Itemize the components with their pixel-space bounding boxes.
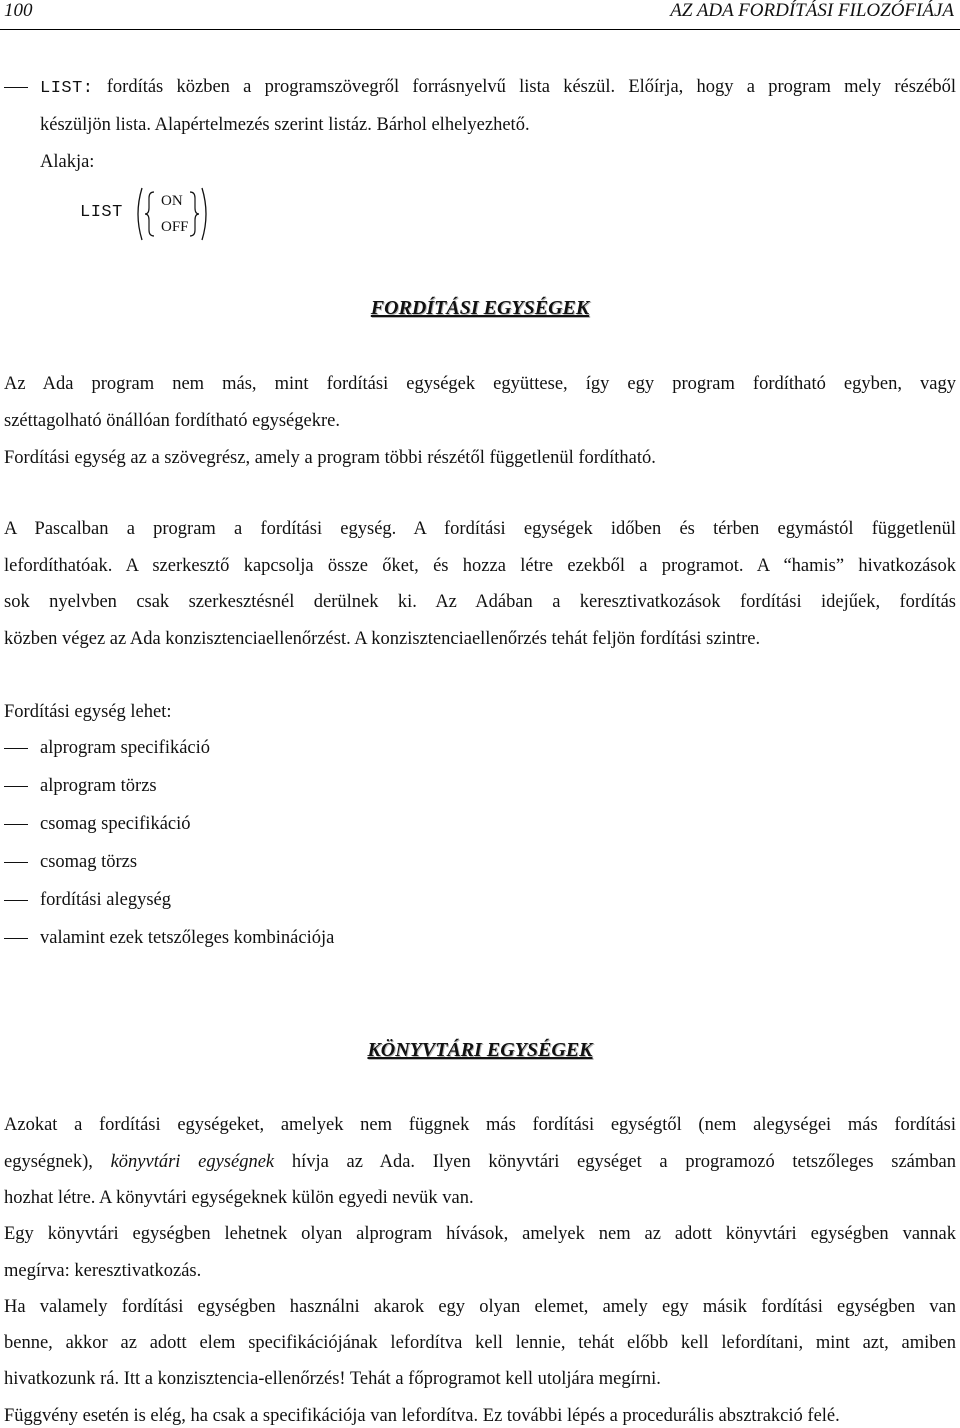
list-item-line1 xyxy=(40,76,956,100)
paragraph-line: Azokat a fordítási egységeket, amelyek nem függnek más fordítási egységtől (nem alegységei más fordítási xyxy=(4,1115,956,1135)
syntax-keyword: LIST xyxy=(80,203,123,222)
list-item: valamint ezek tetszőleges kombinációja xyxy=(40,928,335,948)
running-title: AZ ADA FORDÍTÁSI FILOZÓFIÁJA xyxy=(670,0,954,21)
section-heading-compilation-units: FORDÍTÁSI EGYSÉGEK xyxy=(370,297,590,319)
paragraph-line: lefordíthatóak. A szerkesztő kapcsolja össze őket, és hozza létre ezekből a programot. A “hamis” hivatkozások xyxy=(4,556,956,576)
option-off: OFF xyxy=(161,219,189,235)
paragraph-line: A Pascalban a program a fordítási egység. A fordítási egységek időben és térben egymástól függetlenül xyxy=(4,519,956,539)
page-number: 100 xyxy=(4,0,33,21)
paragraph-line: sok nyelvben csak szerkesztésnél derülnek ki. Az Adában a keresztivatkozások fordítási idejűek, fordítás xyxy=(4,592,956,612)
list-dash xyxy=(4,786,28,787)
list-dash xyxy=(4,748,28,749)
emphasized-term: könyvtári egységnek xyxy=(110,1152,275,1172)
paragraph-line: Ha valamely fordítási egységben használni akarok egy olyan elemet, amely egy másik fordítási egységben van xyxy=(4,1297,956,1317)
option-on: ON xyxy=(161,193,183,209)
paragraph-line: hivatkozunk rá. Itt a konzisztencia-ellenőrzés! Tehát a főprogramot kell utoljára megírni. xyxy=(4,1369,661,1389)
header-rule xyxy=(0,29,960,30)
paragraph-line: Fordítási egység az a szövegrész, amely a program többi részétől függetlenül fordítható. xyxy=(4,448,656,468)
list-title: Fordítási egység lehet: xyxy=(4,702,172,722)
list-dash xyxy=(4,824,28,825)
list-item: fordítási alegység xyxy=(40,890,171,910)
section-heading-library-units: KÖNYVTÁRI EGYSÉGEK xyxy=(367,1039,593,1061)
text-run: hívja az Ada. Ilyen könyvtári egységet a programozó tetszőleges számban xyxy=(274,1152,956,1172)
form-label: Alakja: xyxy=(40,152,95,172)
list-text2: készüljön lista. Alapértelmezés szerint listáz. Bárhol elhelyezhető. xyxy=(40,115,530,135)
paragraph-line: Függvény esetén is elég, ha csak a specifikációja van lefordítva. Ez további lépés a procedurális absztrakció felé. xyxy=(4,1406,840,1426)
paragraph-line: széttagolható önállóan fordítható egységekre. xyxy=(4,411,340,431)
list-item: csomag törzs xyxy=(40,852,138,872)
list-text1: fordítás közben a programszövegről forrásnyelvű lista készül. Előírja, hogy a program mely részéből xyxy=(93,77,956,97)
list-item: alprogram törzs xyxy=(40,776,157,796)
list-dash xyxy=(4,862,28,863)
list-dash xyxy=(4,87,28,88)
paragraph-line: megírva: keresztivatkozás. xyxy=(4,1261,202,1281)
paragraph-line: Egy könyvtári egységben lehetnek olyan alprogram hívások, amelyek nem az adott könyvtári egységben vannak xyxy=(4,1224,956,1244)
list-item: alprogram specifikáció xyxy=(40,738,211,758)
paragraph-line: benne, akkor az adott elem specifikációjának lefordítva kell lennie, tehát előbb kell lefordítani, mint azt, amiben xyxy=(4,1333,956,1353)
paragraph-line: Az Ada program nem más, mint fordítási egységek együttese, így egy program fordítható egyben, vagy xyxy=(4,374,956,394)
syntax-options xyxy=(132,186,212,242)
list-dash xyxy=(4,938,28,939)
list-item: csomag specifikáció xyxy=(40,814,191,834)
paragraph-line xyxy=(4,1151,956,1173)
text-run: egységnek), xyxy=(4,1152,111,1172)
paragraph-line: közben végez az Ada konzisztenciaellenőrzést. A konzisztenciaellenőrzés tehát feljön fordítási szintre. xyxy=(4,629,761,649)
list-dash xyxy=(4,900,28,901)
list-keyword: LIST: xyxy=(40,79,94,98)
paragraph-line: hozhat létre. A könyvtári egységeknek külön egyedi nevük van. xyxy=(4,1188,474,1208)
